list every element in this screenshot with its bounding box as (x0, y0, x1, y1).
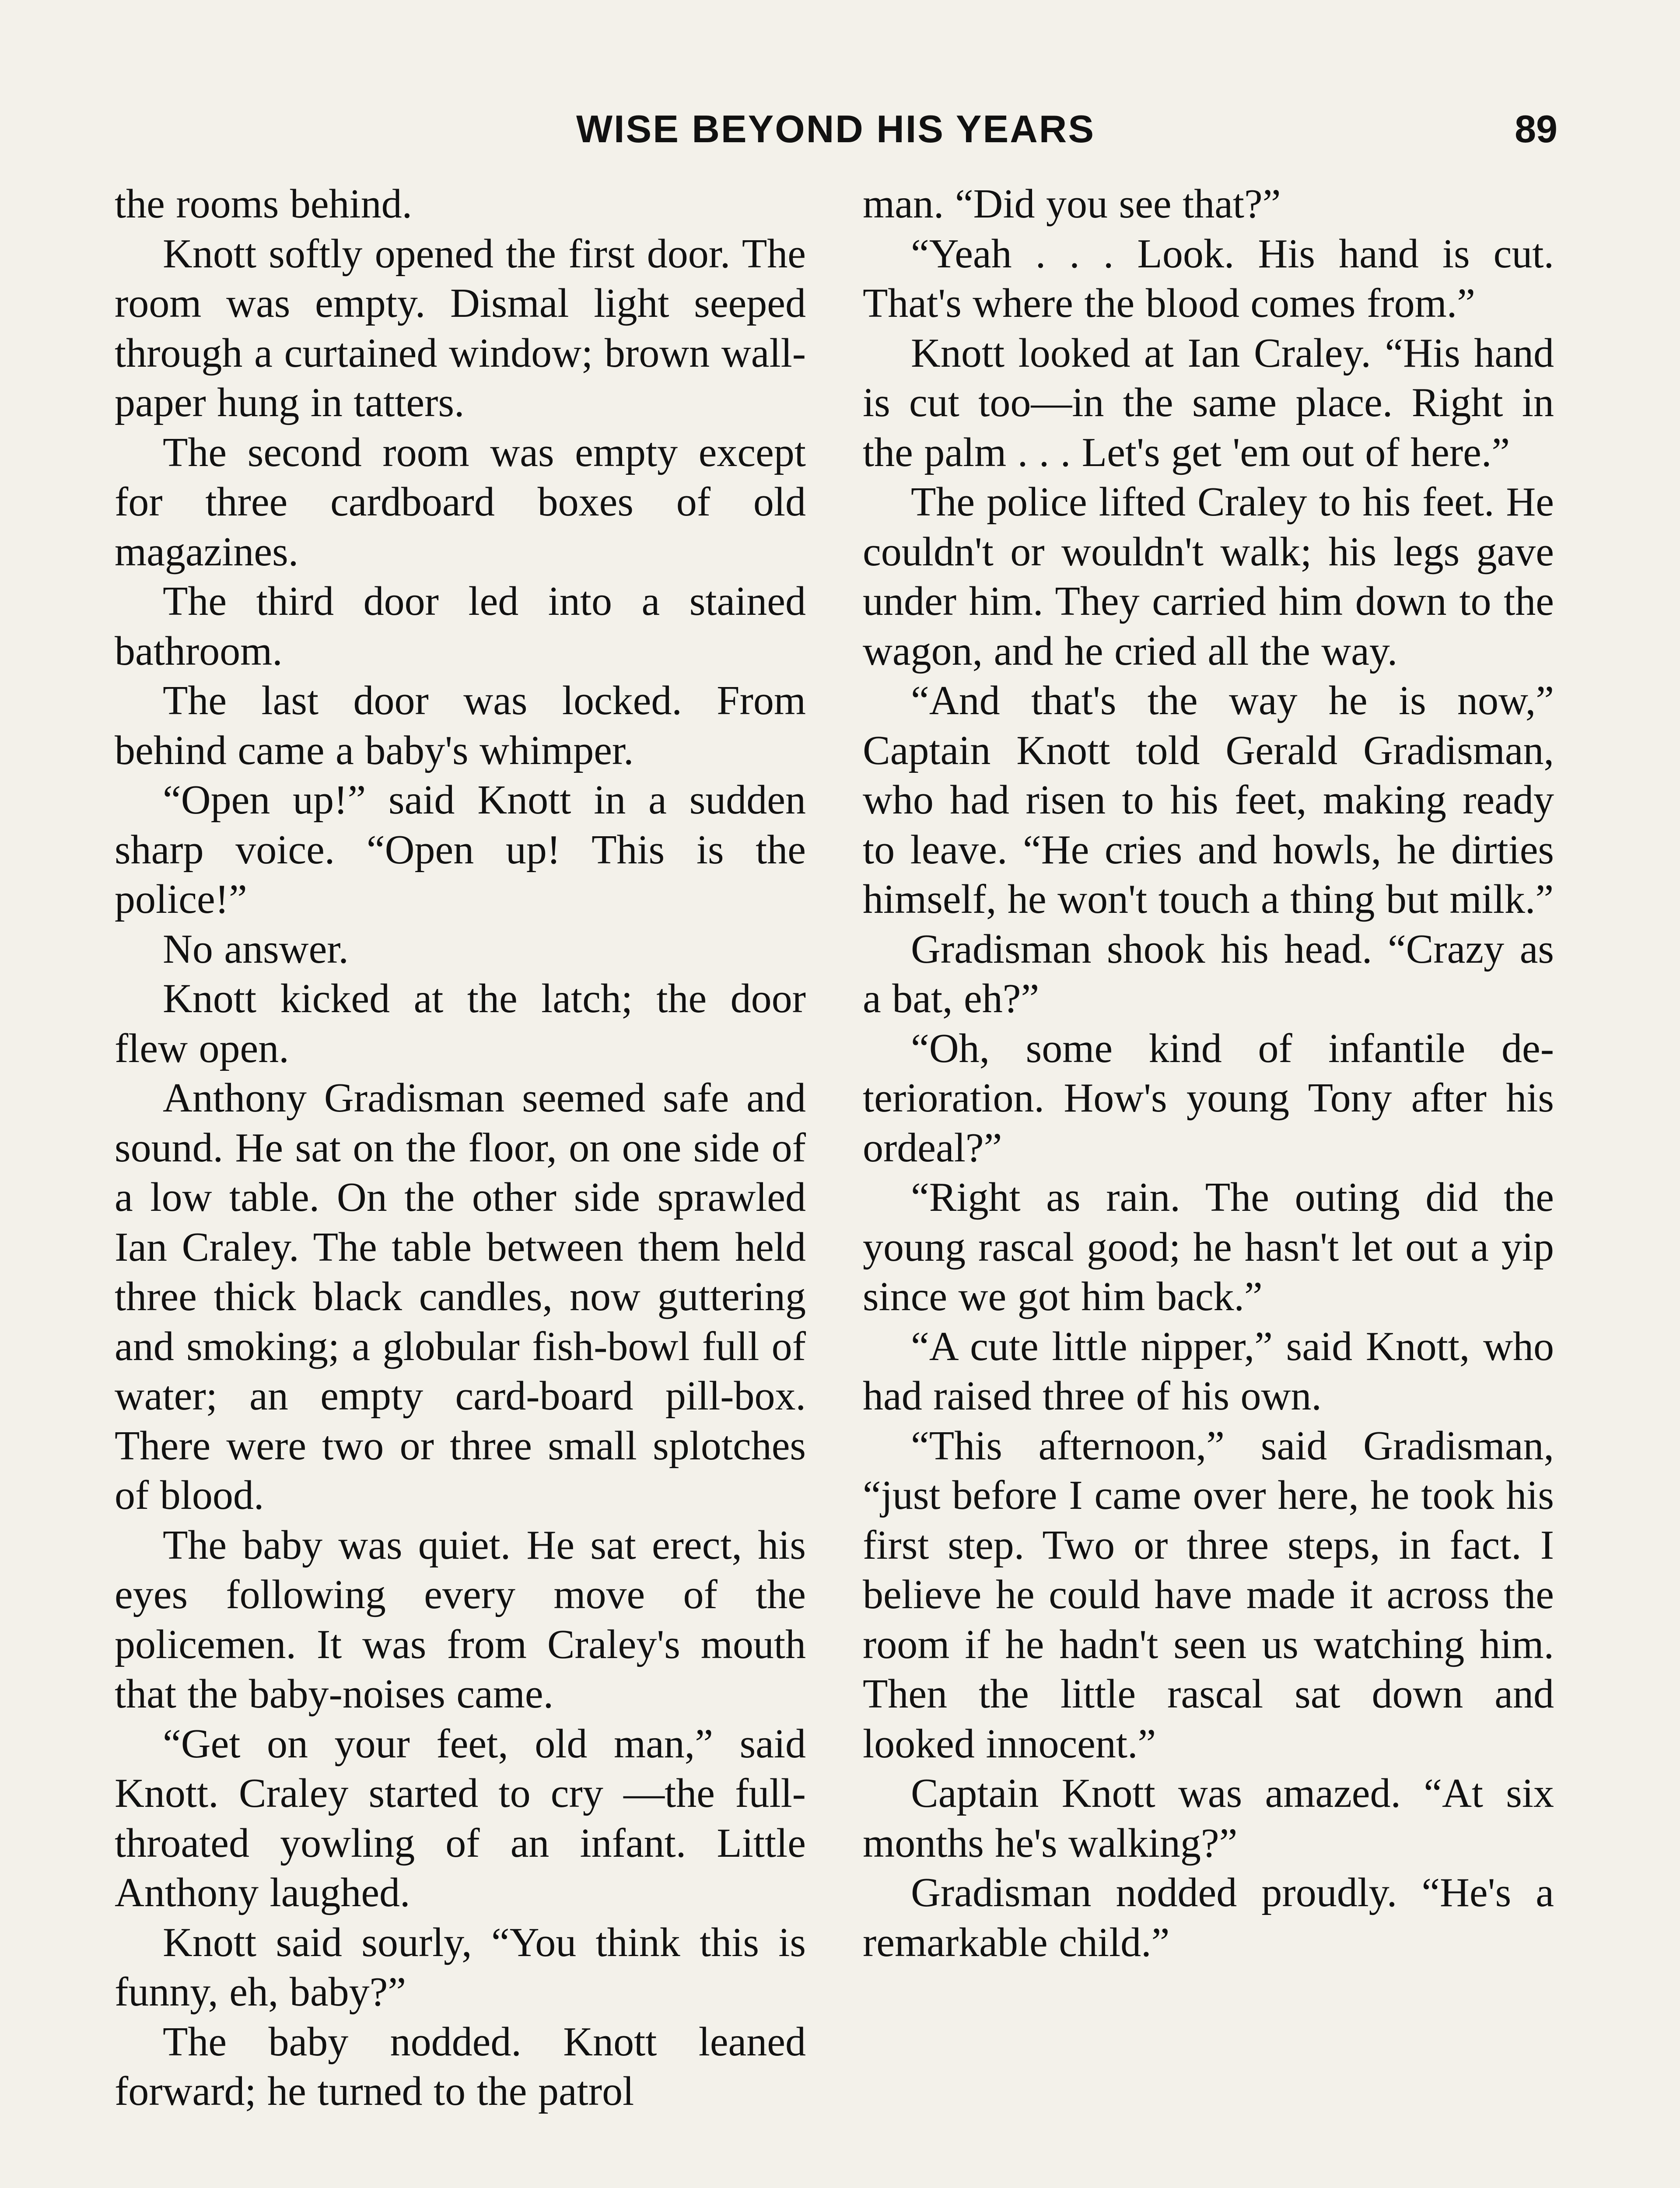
page-number: 89 (1515, 107, 1558, 151)
paragraph: “A cute little nipper,” said Knott, who had raised three of his own. (863, 1323, 1554, 1419)
paragraph: Knott softly opened the first door. The room was empty. Dismal light seeped through a curtained window; brown wall-paper hung in tatters. (115, 231, 806, 425)
paragraph: Knott looked at Ian Craley. “His hand is cut too—in the same place. Right in the palm . . . Let's get 'em out of here.” (863, 330, 1554, 475)
paragraph: “Open up!” said Knott in a sudden sharp voice. “Open up! This is the police!” (115, 777, 806, 922)
paragraph: Captain Knott was amazed. “At six months he's walking?” (863, 1771, 1554, 1866)
paragraph: No answer. (163, 926, 349, 972)
paragraph: the rooms behind. (115, 181, 413, 227)
left-column (115, 179, 806, 2117)
paragraph: Anthony Gradisman seemed safe and sound. He sat on the floor, on one side of a low table. On the other side sprawled Ian Craley. The table between them held three thick black candles, now guttering and smoking; a globular fish-bowl full of water; an empty card-board pill-box. There were two or three small splotches of blood. (115, 1075, 806, 1518)
text-columns (115, 179, 1554, 2117)
paragraph: “Yeah . . . Look. His hand is cut. That's where the blood comes from.” (863, 231, 1554, 326)
paragraph: The last door was locked. From behind came a baby's whimper. (115, 678, 806, 773)
right-column (863, 179, 1554, 2117)
paragraph: The baby was quiet. He sat erect, his eyes following every move of the policemen. It was from Craley's mouth that the baby-noises came. (115, 1522, 806, 1717)
paragraph: Knott said sourly, “You think this is funny, eh, baby?” (115, 1919, 806, 2015)
paragraph: “Right as rain. The outing did the young rascal good; he hasn't let out a yip since we got him back.” (863, 1175, 1554, 1319)
paragraph: “This afternoon,” said Gradisman, “just before I came over here, he took his first step. Two or three steps, in fact. I believe he could have made it across the room if he hadn't seen us watching him. Then the little rascal sat down and looked innocent.” (863, 1423, 1554, 1767)
paragraph: Gradisman nodded proudly. “He's a remarkable child.” (863, 1870, 1554, 1965)
paragraph: “Get on your feet, old man,” said Knott. Craley started to cry —the full-throated yowling of an infant. Little Anthony laughed. (115, 1721, 806, 1915)
page-header (114, 105, 1558, 153)
paragraph: man. “Did you see that?” (863, 181, 1281, 227)
running-title: WISE BEYOND HIS YEARS (576, 107, 1096, 151)
paragraph: The baby nodded. Knott leaned forward; he turned to the patrol (115, 2019, 806, 2114)
paragraph: Gradisman shook his head. “Crazy as a bat, eh?” (863, 926, 1554, 1021)
paragraph: The police lifted Craley to his feet. He couldn't or wouldn't walk; his legs gave under him. They carried him down to the wagon, and he cried all the way. (863, 479, 1554, 674)
paragraph: The second room was empty except for three cardboard boxes of old magazines. (115, 429, 806, 575)
paragraph: “Oh, some kind of infantile deterioration. How's young Tony after his ordeal?” (863, 1025, 1554, 1171)
paragraph: “And that's the way he is now,” Captain Knott told Gerald Gradisman, who had risen to his feet, making ready to leave. “He cries and howls, he dirties himself, he won't touch a thing but milk.” (863, 678, 1554, 922)
paragraph: The third door led into a stained bathroom. (115, 579, 806, 674)
paragraph: Knott kicked at the latch; the door flew open. (115, 976, 806, 1071)
